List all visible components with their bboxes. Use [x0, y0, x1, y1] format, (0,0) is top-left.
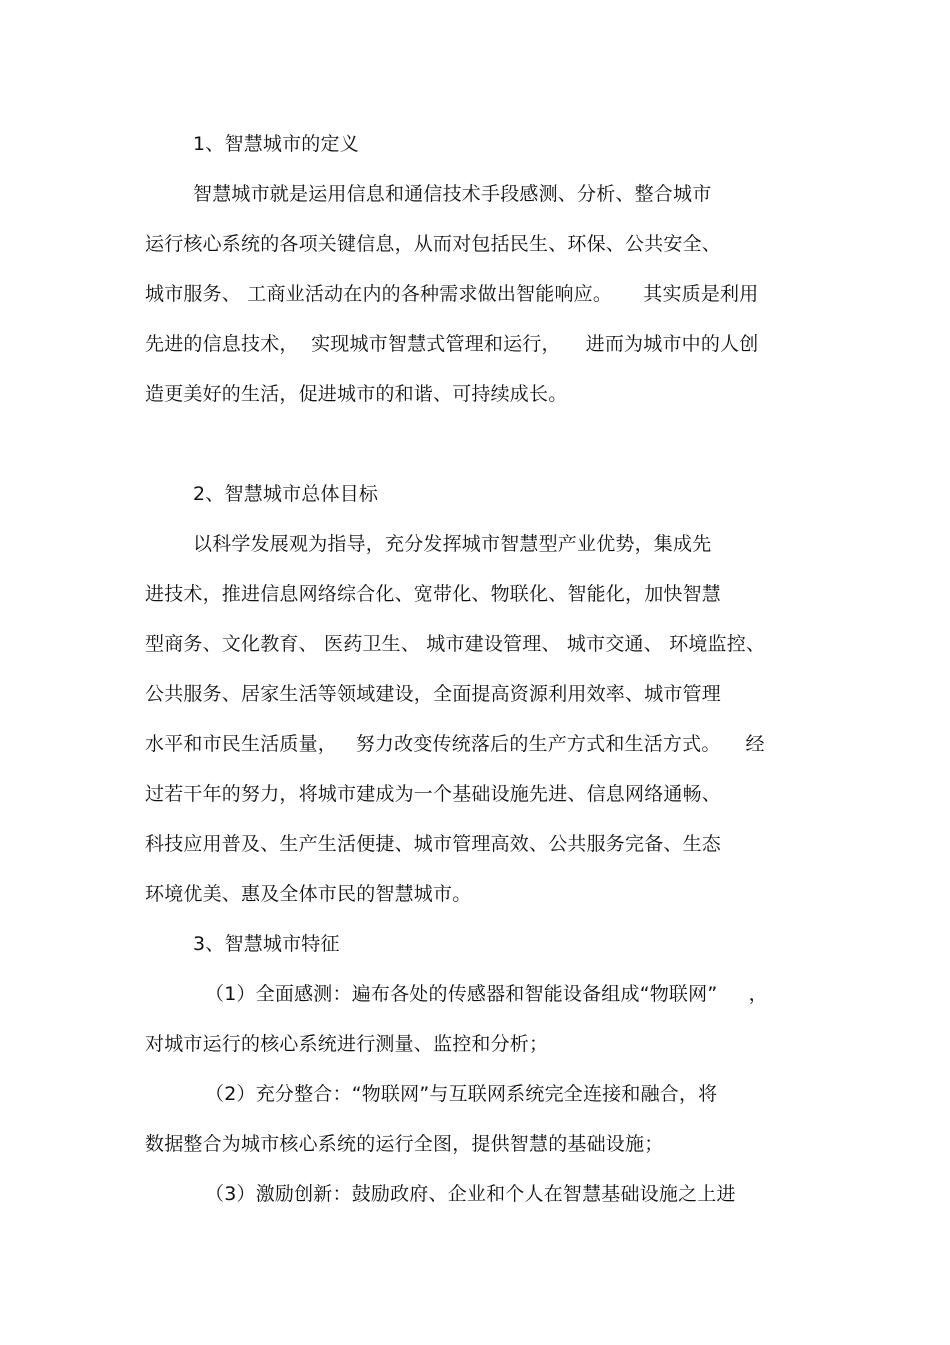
section-2-line-3: 型商务、文化教育、 医药卫生、 城市建设管理、 城市交通、 环境监控、 [145, 633, 766, 655]
feature-1-line-2: 对城市运行的核心系统进行测量、监控和分析； [145, 1033, 549, 1055]
section-1-line-4: 先进的信息技术， 实现城市智慧式管理和运行， 进而为城市中的人创 [145, 333, 759, 355]
section-2-line-4: 公共服务、居家生活等领域建设，全面提高资源利用效率、城市管理 [145, 683, 722, 705]
section-2-line-7: 科技应用普及、生产生活便捷、城市管理高效、公共服务完备、生态 [145, 833, 722, 855]
section-3-heading: 3、智慧城市特征 [193, 933, 340, 955]
section-2-line-8: 环境优美、惠及全体市民的智慧城市。 [145, 883, 472, 905]
feature-2-line-1: （2）充分整合：“物联网”与互联网系统完全连接和融合，将 [205, 1083, 718, 1105]
section-2-line-6: 过若干年的努力，将城市建成为一个基础设施先进、信息网络通畅、 [145, 783, 722, 805]
section-1-line-2: 运行核心系统的各项关键信息，从而对包括民生、环保、公共安全、 [145, 233, 722, 255]
section-1-line-3: 城市服务、 工商业活动在内的各种需求做出智能响应。 其实质是利用 [145, 283, 759, 305]
section-1-line-1: 智慧城市就是运用信息和通信技术手段感测、分析、整合城市 [193, 183, 712, 205]
section-2-heading: 2、智慧城市总体目标 [193, 483, 379, 505]
feature-3-line-1: （3）激励创新：鼓励政府、企业和个人在智慧基础设施之上进 [205, 1183, 736, 1205]
section-2-line-1: 以科学发展观为指导，充分发挥城市智慧型产业优势，集成先 [193, 533, 712, 555]
section-1-line-5: 造更美好的生活，促进城市的和谐、可持续成长。 [145, 383, 568, 405]
section-2-line-2: 进技术，推进信息网络综合化、宽带化、物联化、智能化，加快智慧 [145, 583, 722, 605]
feature-1-line-1: （1）全面感测：遍布各处的传感器和智能设备组成“物联网” ， [205, 983, 768, 1005]
section-2-line-5: 水平和市民生活质量， 努力改变传统落后的生产方式和生活方式。 经 [145, 733, 765, 755]
feature-2-line-2: 数据整合为城市核心系统的运行全图，提供智慧的基础设施； [145, 1133, 664, 1155]
section-1-heading: 1、智慧城市的定义 [193, 133, 359, 155]
